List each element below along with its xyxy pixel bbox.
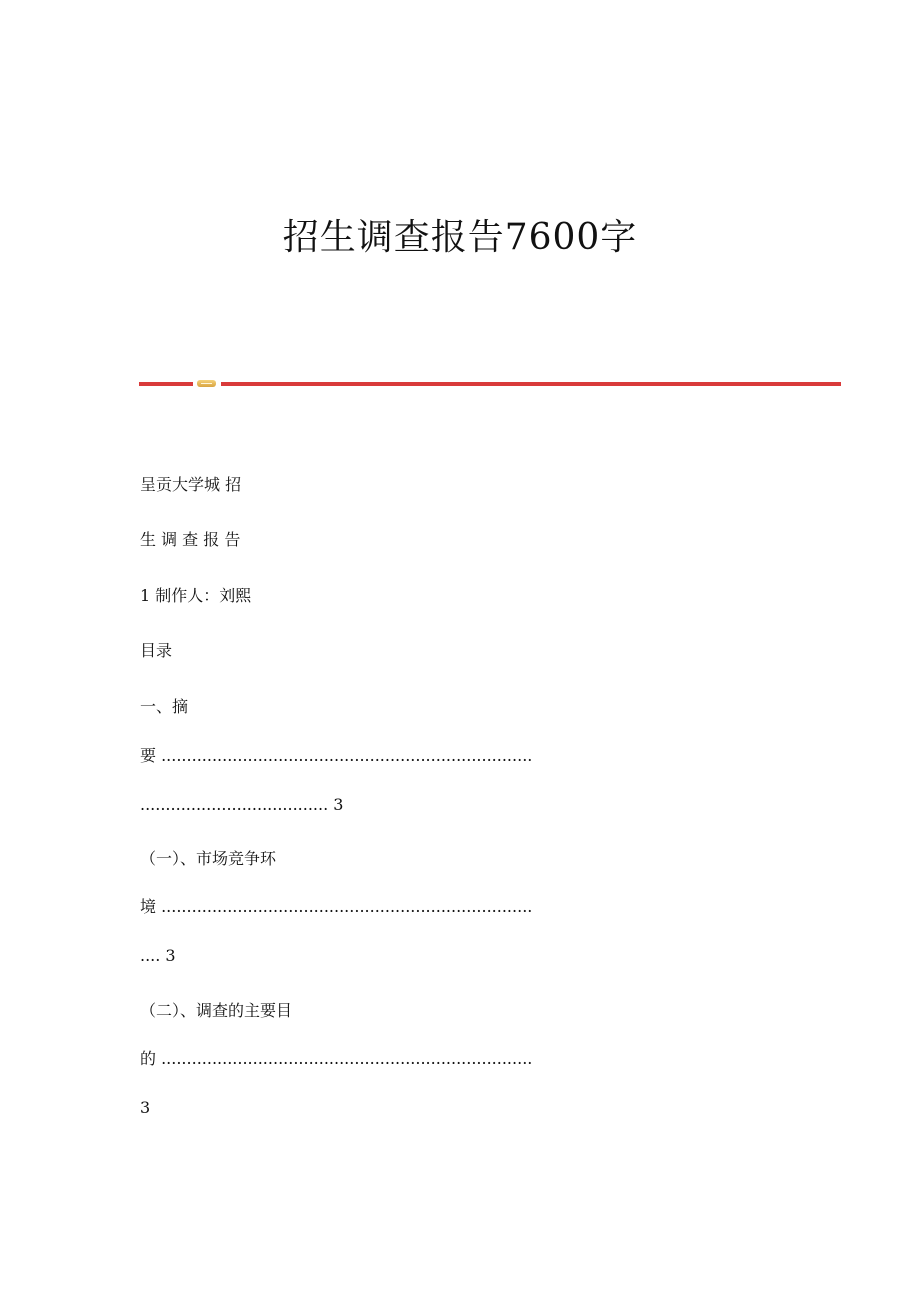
- toc-entry-purpose-leader: 的 .........................................................................: [140, 1049, 533, 1068]
- text-line-school: 呈贡大学城 招: [140, 475, 242, 494]
- toc-entry-abstract-start: 一、摘: [140, 697, 189, 716]
- toc-entry-purpose-start: （二）、调查的主要目: [140, 1001, 293, 1020]
- document-title: 招生调查报告7600字: [282, 217, 638, 258]
- toc-entry-market-start: （一）、市场竞争环: [140, 849, 277, 868]
- title-divider: [139, 380, 841, 387]
- toc-entry-abstract-leader: 要 .........................................................................: [140, 746, 533, 765]
- divider-bar-left: [139, 382, 193, 386]
- toc-entry-abstract-page: ..................................... 3: [140, 795, 344, 814]
- toc-heading: 目录: [140, 641, 173, 660]
- toc-entry-market-page: .... 3: [140, 946, 176, 965]
- toc-entry-purpose-page: 3: [140, 1098, 151, 1117]
- text-line-author: 1 制作人：刘熙: [140, 586, 252, 605]
- toc-entry-market-leader: 境 .........................................................................: [140, 897, 533, 916]
- divider-bar-right: [221, 382, 841, 386]
- text-line-report: 生 调 查 报 告: [140, 530, 241, 549]
- divider-ornament-icon: [197, 380, 216, 387]
